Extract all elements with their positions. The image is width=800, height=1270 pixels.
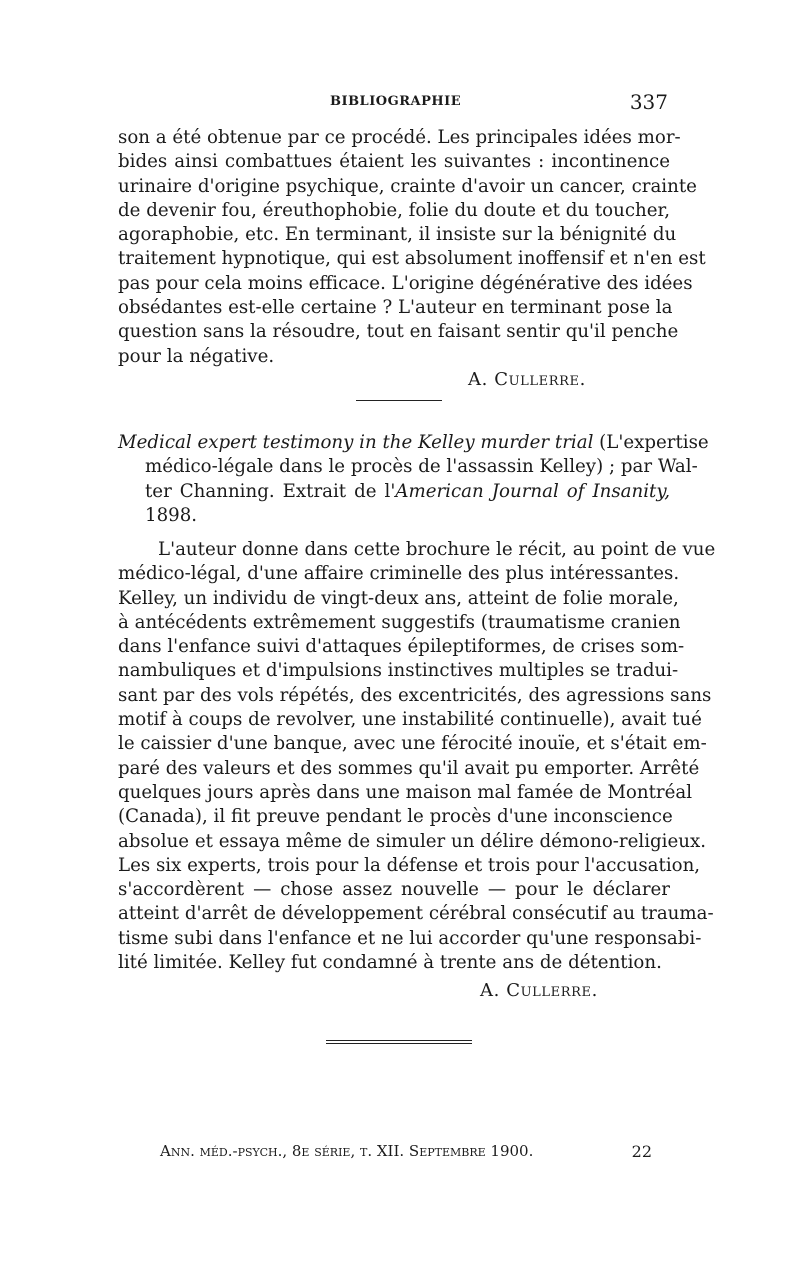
text-line: (Canada), il fit preuve pendant le procès d'une inconscience xyxy=(118,806,673,828)
end-rule xyxy=(326,1040,472,1041)
text-line: motif à coups de revolver, une instabilité continuelle), avait tué xyxy=(118,709,702,731)
text-line: lité limitée. Kelley fut condamné à trente ans de détention. xyxy=(118,952,662,974)
text-line: médico-légal, d'une affaire criminelle des plus intéressantes. xyxy=(118,563,680,585)
reviewer-signature: A. Cullerre. xyxy=(480,980,598,1001)
review-title-line xyxy=(118,480,670,504)
review-title-line xyxy=(118,431,709,455)
review-continuation xyxy=(118,126,706,369)
page-number: 337 xyxy=(629,90,668,114)
text-line: de devenir fou, éreuthophobie, folie du doute et du toucher, xyxy=(118,199,670,221)
page-footer xyxy=(160,1142,660,1166)
text-line: à antécédents extrêmement suggestifs (traumatisme cranien xyxy=(118,611,681,633)
page-header xyxy=(118,90,668,118)
journal-name: American Journal of Insanity, xyxy=(395,480,670,502)
text-line: bides ainsi combattues étaient les suivantes : incontinence xyxy=(118,151,670,173)
reviewer-signature: A. Cullerre. xyxy=(468,369,586,390)
text-line: pour la négative. xyxy=(118,345,275,367)
review-heading xyxy=(118,431,709,528)
text-line: quelques jours après dans une maison mal famée de Montréal xyxy=(118,781,693,803)
text-line: le caissier d'une banque, avec une férocité inouïe, et s'était em- xyxy=(118,733,707,755)
text-line: dans l'enfance suivi d'attaques épileptiformes, de crises som- xyxy=(118,636,685,658)
author-source: ter Channing. Extrait de l' xyxy=(145,480,396,502)
text-line: pas pour cela moins efficace. L'origine dégénérative des idées xyxy=(118,272,693,294)
text-line: traitement hypnotique, qui est absolument inoffensif et n'en est xyxy=(118,248,706,270)
text-line: obsédantes est-elle certaine ? L'auteur en terminant pose la xyxy=(118,297,673,319)
text-line: urinaire d'origine psychique, crainte d'avoir un cancer, crainte xyxy=(118,175,697,197)
publication-year: 1898. xyxy=(145,504,198,526)
text-line: nambuliques et d'impulsions instinctives multiples se tradui- xyxy=(118,660,679,682)
text-line: tisme subi dans l'enfance et ne lui accorder qu'une responsabi- xyxy=(118,927,702,949)
review-title-line: médico-légale dans le procès de l'assassin Kelley) ; par Wal- xyxy=(145,456,698,478)
end-rule xyxy=(326,1043,472,1044)
text-line: son a été obtenue par ce procédé. Les principales idées mor- xyxy=(118,127,681,148)
text-line: atteint d'arrêt de développement cérébral consécutif au trauma- xyxy=(118,903,714,925)
sheet-signature-mark: 22 xyxy=(631,1142,652,1161)
text-line: absolue et essaya même de simuler un délire démono-religieux. xyxy=(118,830,706,852)
text-line: Les six experts, trois pour la défense et trois pour l'accusation, xyxy=(118,854,701,876)
review-body xyxy=(118,538,716,975)
text-line: sant par des vols répétés, des excentricités, des agressions sans xyxy=(118,684,712,706)
section-divider xyxy=(356,400,442,401)
title-translation-start: (L'expertise xyxy=(593,432,709,453)
work-title: Medical expert testimony in the Kelley murder trial xyxy=(118,432,594,453)
text-line: s'accordèrent — chose assez nouvelle — pour le déclarer xyxy=(118,879,670,901)
text-line: agoraphobie, etc. En terminant, il insiste sur la bénignité du xyxy=(118,224,677,246)
text-line: paré des valeurs et des sommes qu'il avait pu emporter. Arrêté xyxy=(118,757,700,779)
running-title: BIBLIOGRAPHIE xyxy=(330,94,462,109)
text-line: question sans la résoudre, tout en faisant sentir qu'il penche xyxy=(118,321,679,343)
text-line: L'auteur donne dans cette brochure le récit, au point de vue xyxy=(158,539,716,560)
journal-citation: Ann. méd.-psych., 8e série, t. XII. Septembre 1900. xyxy=(160,1142,534,1160)
text-line: Kelley, un individu de vingt-deux ans, atteint de folie morale, xyxy=(118,587,679,609)
